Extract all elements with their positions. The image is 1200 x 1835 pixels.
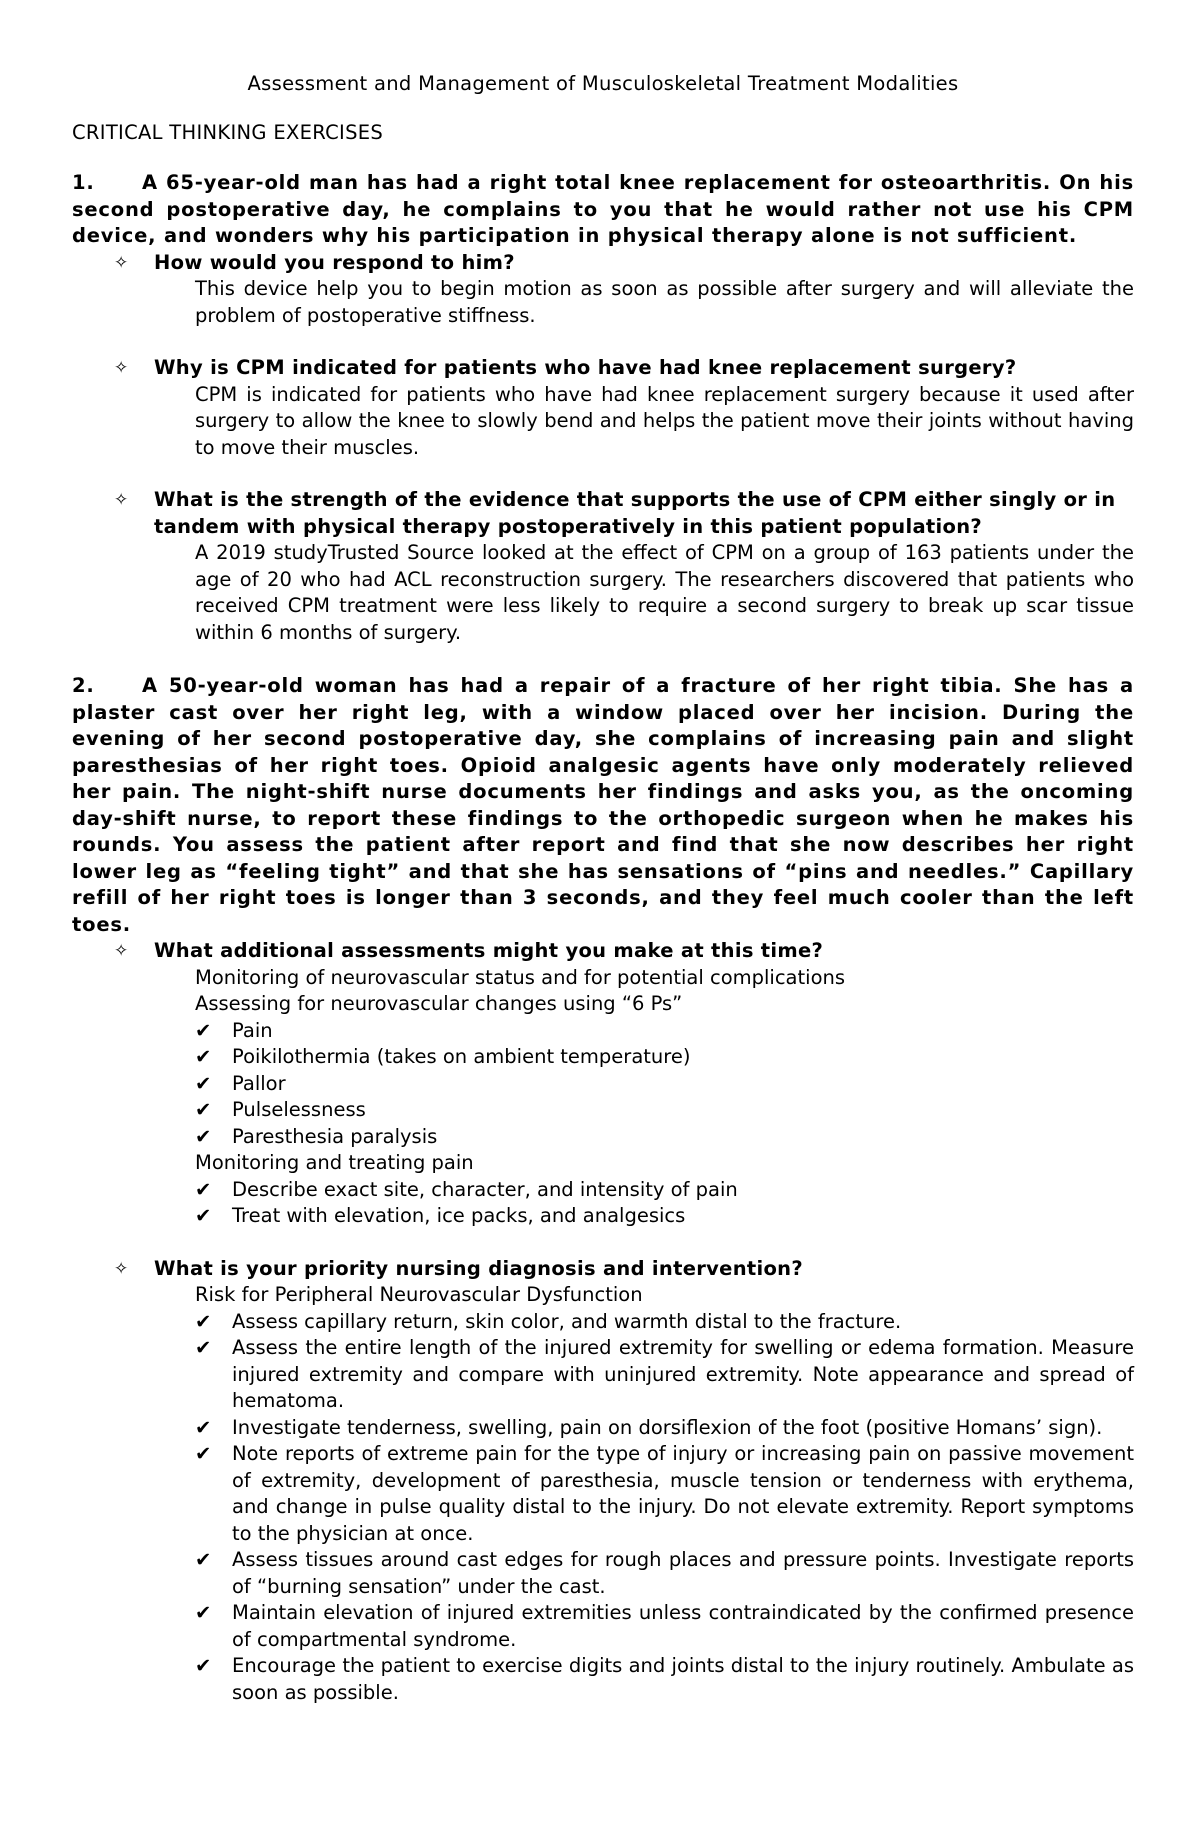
case-text: A 50-year-old woman has had a repair of a fracture of her right tibia. She has a plaster cast over her right leg, with a window placed over her incision. During the evening of her second postoperative day, she complains of increasing pain and slight paresthesias of her right toes. Opioid analgesic agents have only moderately relieved her pain. The night-shift nurse documents her findings and asks you, as the oncoming day-shift nurse, to report these findings to the orthopedic surgeon when he makes his rounds. You assess the patient after report and find that she now describes her right lower leg as “feeling tight” and that she has sensations of “pins and needles.” Capillary refill of her right toes is longer than 3 seconds, and they feel much cooler than the left toes. xyxy=(72,674,1134,936)
diamond-bullet-icon: ✧ xyxy=(114,490,129,510)
diamond-bullet-icon: ✧ xyxy=(114,941,129,961)
assessment-line-1: Monitoring of neurovascular status and for potential complications xyxy=(195,965,846,989)
list-item: ✔ Note reports of extreme pain for the type of injury or increasing pain on passive movement of extremity, development of paresthesia, muscle tension or tenderness with erythema, and change in pulse quality distal to the injury. Do not elevate extremity. Report symptoms to the physician at once. xyxy=(195,1442,1134,1545)
check-icon: ✔ xyxy=(195,1654,212,1677)
case-1-answer-1: This device help you to begin motion as soon as possible after surgery and will alleviate the problem of postoperative stiffness. xyxy=(195,277,1134,327)
check-icon: ✔ xyxy=(195,1018,212,1042)
check-icon: ✔ xyxy=(195,1601,212,1624)
diamond-bullet-icon: ✧ xyxy=(114,252,129,273)
list-item: ✔ Pallor xyxy=(195,1071,1134,1098)
list-item: ✔ Maintain elevation of injured extremities unless contraindicated by the confirmed presence of compartmental syndrome. xyxy=(195,1601,1134,1651)
list-item: ✔ Assess tissues around cast edges for rough places and pressure points. Investigate reports of “burning sensation” under the cast. xyxy=(195,1548,1134,1598)
case-1-answer-3: A 2019 studyTrusted Source looked at the effect of CPM on a group of 163 patients under the age of 20 who had ACL reconstruction surgery. The researchers discovered that patients who received CPM treatment were less likely to require a second surgery to break up scar tissue within 6 months of surgery. xyxy=(195,541,1134,644)
check-icon: ✔ xyxy=(195,1177,212,1201)
six-ps-list xyxy=(72,1018,1134,1151)
check-icon: ✔ xyxy=(195,1045,212,1068)
check-icon: ✔ xyxy=(195,1071,212,1095)
diamond-bullet-icon: ✧ xyxy=(114,358,129,378)
question-text: What additional assessments might you make at this time? xyxy=(154,939,824,962)
document-page xyxy=(72,72,1134,1706)
case-number: 1. xyxy=(72,171,95,194)
list-item: ✔ Assess capillary return, skin color, and warmth distal to the fracture. xyxy=(195,1309,1134,1336)
case-2-question-2 xyxy=(72,1256,1134,1283)
question-text: Why is CPM indicated for patients who have had knee replacement surgery? xyxy=(154,356,1017,379)
assessment-line-3: Monitoring and treating pain xyxy=(195,1151,474,1174)
list-item: ✔ Describe exact site, character, and intensity of pain xyxy=(195,1177,1134,1204)
case-number: 2. xyxy=(72,674,95,697)
list-item: ✔ Pain xyxy=(195,1018,1134,1045)
question-text: What is the strength of the evidence that supports the use of CPM either singly or in tandem with physical therapy postoperatively in this patient population? xyxy=(154,488,1116,538)
check-icon: ✔ xyxy=(195,1442,212,1465)
section-heading: CRITICAL THINKING EXERCISES xyxy=(72,121,384,144)
question-text: How would you respond to him? xyxy=(154,250,515,274)
case-2-question-1 xyxy=(72,938,1134,965)
list-item: ✔ Assess the entire length of the injured extremity for swelling or edema formation. Measure injured extremity and compare with uninjured extremity. Note appearance and spread of hematoma. xyxy=(195,1336,1134,1412)
check-icon: ✔ xyxy=(195,1204,212,1227)
nursing-diagnosis: Risk for Peripheral Neurovascular Dysfunction xyxy=(195,1283,643,1306)
list-item: ✔ Investigate tenderness, swelling, pain on dorsiflexion of the foot (positive Homans’ sign). xyxy=(195,1415,1134,1442)
list-item: ✔ Encourage the patient to exercise digits and joints distal to the injury routinely. Ambulate as soon as possible. xyxy=(195,1654,1134,1704)
list-item: ✔ Poikilothermia (takes on ambient temperature) xyxy=(195,1044,1134,1071)
diamond-bullet-icon: ✧ xyxy=(114,1258,129,1279)
case-text: A 65-year-old man has had a right total knee replacement for osteoarthritis. On his second postoperative day, he complains to you that he would rather not use his CPM device, and wonders why his participation in physical therapy alone is not sufficient. xyxy=(72,171,1134,247)
list-item: ✔ Treat with elevation, ice packs, and analgesics xyxy=(195,1203,1134,1230)
case-2-scenario xyxy=(72,673,1134,938)
check-icon: ✔ xyxy=(195,1098,212,1121)
question-text: What is your priority nursing diagnosis and intervention? xyxy=(154,1256,803,1280)
case-1-question-1 xyxy=(72,250,1134,277)
check-icon: ✔ xyxy=(195,1336,212,1359)
check-icon: ✔ xyxy=(195,1415,212,1439)
check-icon: ✔ xyxy=(195,1548,212,1571)
case-1-question-2 xyxy=(72,355,1134,382)
check-icon: ✔ xyxy=(195,1309,212,1333)
document-title: Assessment and Management of Musculoskeletal Treatment Modalities xyxy=(247,72,959,95)
case-1-question-3 xyxy=(72,487,1134,540)
list-item: ✔ Paresthesia paralysis xyxy=(195,1124,1134,1151)
interventions-list xyxy=(72,1309,1134,1707)
case-1-answer-2: CPM is indicated for patients who have had knee replacement surgery because it used after surgery to allow the knee to slowly bend and helps the patient move their joints without having to move their muscles. xyxy=(195,382,1134,459)
list-item: ✔ Pulselessness xyxy=(195,1097,1134,1124)
pain-list xyxy=(72,1177,1134,1230)
case-1-scenario xyxy=(72,170,1134,250)
assessment-line-2: Assessing for neurovascular changes using “6 Ps” xyxy=(195,992,683,1015)
check-icon: ✔ xyxy=(195,1124,212,1148)
